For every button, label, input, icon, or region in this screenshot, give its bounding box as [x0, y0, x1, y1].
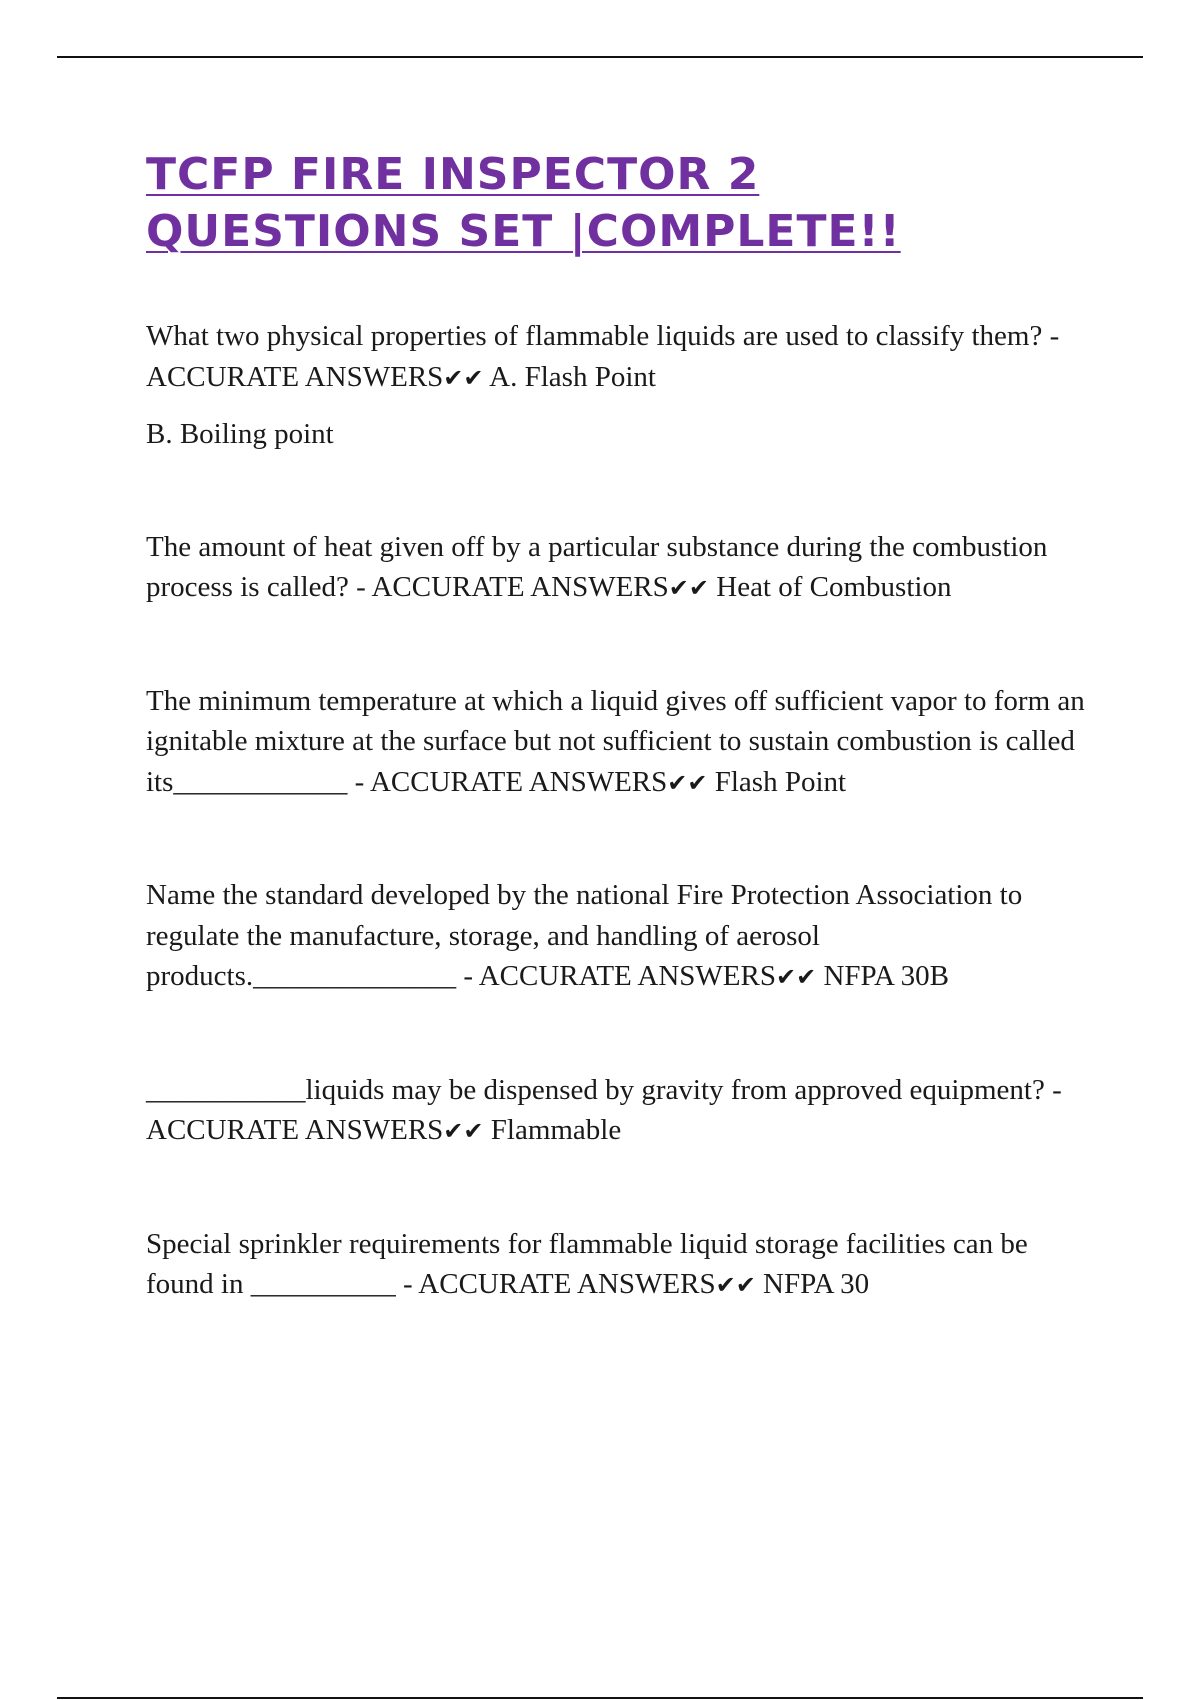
answer-marker: ACCURATE ANSWERS — [146, 360, 444, 393]
check-mark-icon: ✔✔ — [667, 768, 708, 797]
qa-item — [146, 1070, 1096, 1152]
footer-rule — [57, 1697, 1143, 1699]
document-title — [146, 146, 1096, 260]
answer-text: Flammable — [490, 1114, 622, 1146]
question-text: What two physical properties of flammable liquids are used to classify them? - — [146, 320, 1060, 352]
check-mark-icon: ✔✔ — [668, 574, 709, 602]
question-text: Name the standard developed by the national Fire Protection Association to regulate the manufacture, storage, and handling of aerosol products.______________ - — [146, 879, 1023, 992]
qa-item — [146, 316, 1096, 455]
title-line-2: QUESTIONS SET |COMPLETE!! — [146, 206, 901, 257]
question-text: Special sprinkler requirements for flammable liquid storage facilities can be found in __________ - — [146, 1227, 1028, 1300]
answer-marker: ACCURATE ANSWERS — [369, 765, 668, 798]
title-line-1: TCFP FIRE INSPECTOR 2 — [146, 149, 760, 200]
check-mark-icon: ✔✔ — [715, 1271, 756, 1299]
answer-text: NFPA 30B — [823, 960, 949, 992]
question-text: ___________liquids may be dispensed by gravity from approved equipment? - — [146, 1073, 1062, 1106]
check-mark-icon: ✔✔ — [443, 1117, 484, 1145]
document-body — [146, 146, 1096, 1306]
answer-marker: ACCURATE ANSWERS — [478, 960, 776, 992]
answer-marker: ACCURATE ANSWERS — [418, 1268, 716, 1300]
qa-item — [146, 681, 1096, 804]
qa-item — [146, 875, 1096, 998]
question-text: The minimum temperature at which a liquid gives off sufficient vapor to form an ignitable mixture at the surface but not sufficient to sustain combustion is called its____________ - — [146, 684, 1085, 798]
check-mark-icon: ✔✔ — [443, 363, 484, 392]
qa-list — [146, 316, 1096, 1306]
answer-text: Heat of Combustion — [716, 571, 952, 603]
header-rule — [57, 56, 1143, 58]
question-text: The amount of heat given off by a particular substance during the combustion process is called? - — [146, 530, 1048, 603]
qa-item — [146, 1224, 1096, 1306]
answer-text: NFPA 30 — [763, 1268, 870, 1300]
answer-marker: ACCURATE ANSWERS — [146, 1114, 444, 1146]
answer-text: Flash Point — [714, 765, 847, 798]
answer-extra-text: B. Boiling point — [146, 418, 334, 450]
check-mark-icon: ✔✔ — [775, 963, 817, 991]
answer-marker: ACCURATE ANSWERS — [371, 571, 669, 603]
answer-text: A. Flash Point — [489, 360, 656, 393]
qa-item — [146, 527, 1096, 609]
